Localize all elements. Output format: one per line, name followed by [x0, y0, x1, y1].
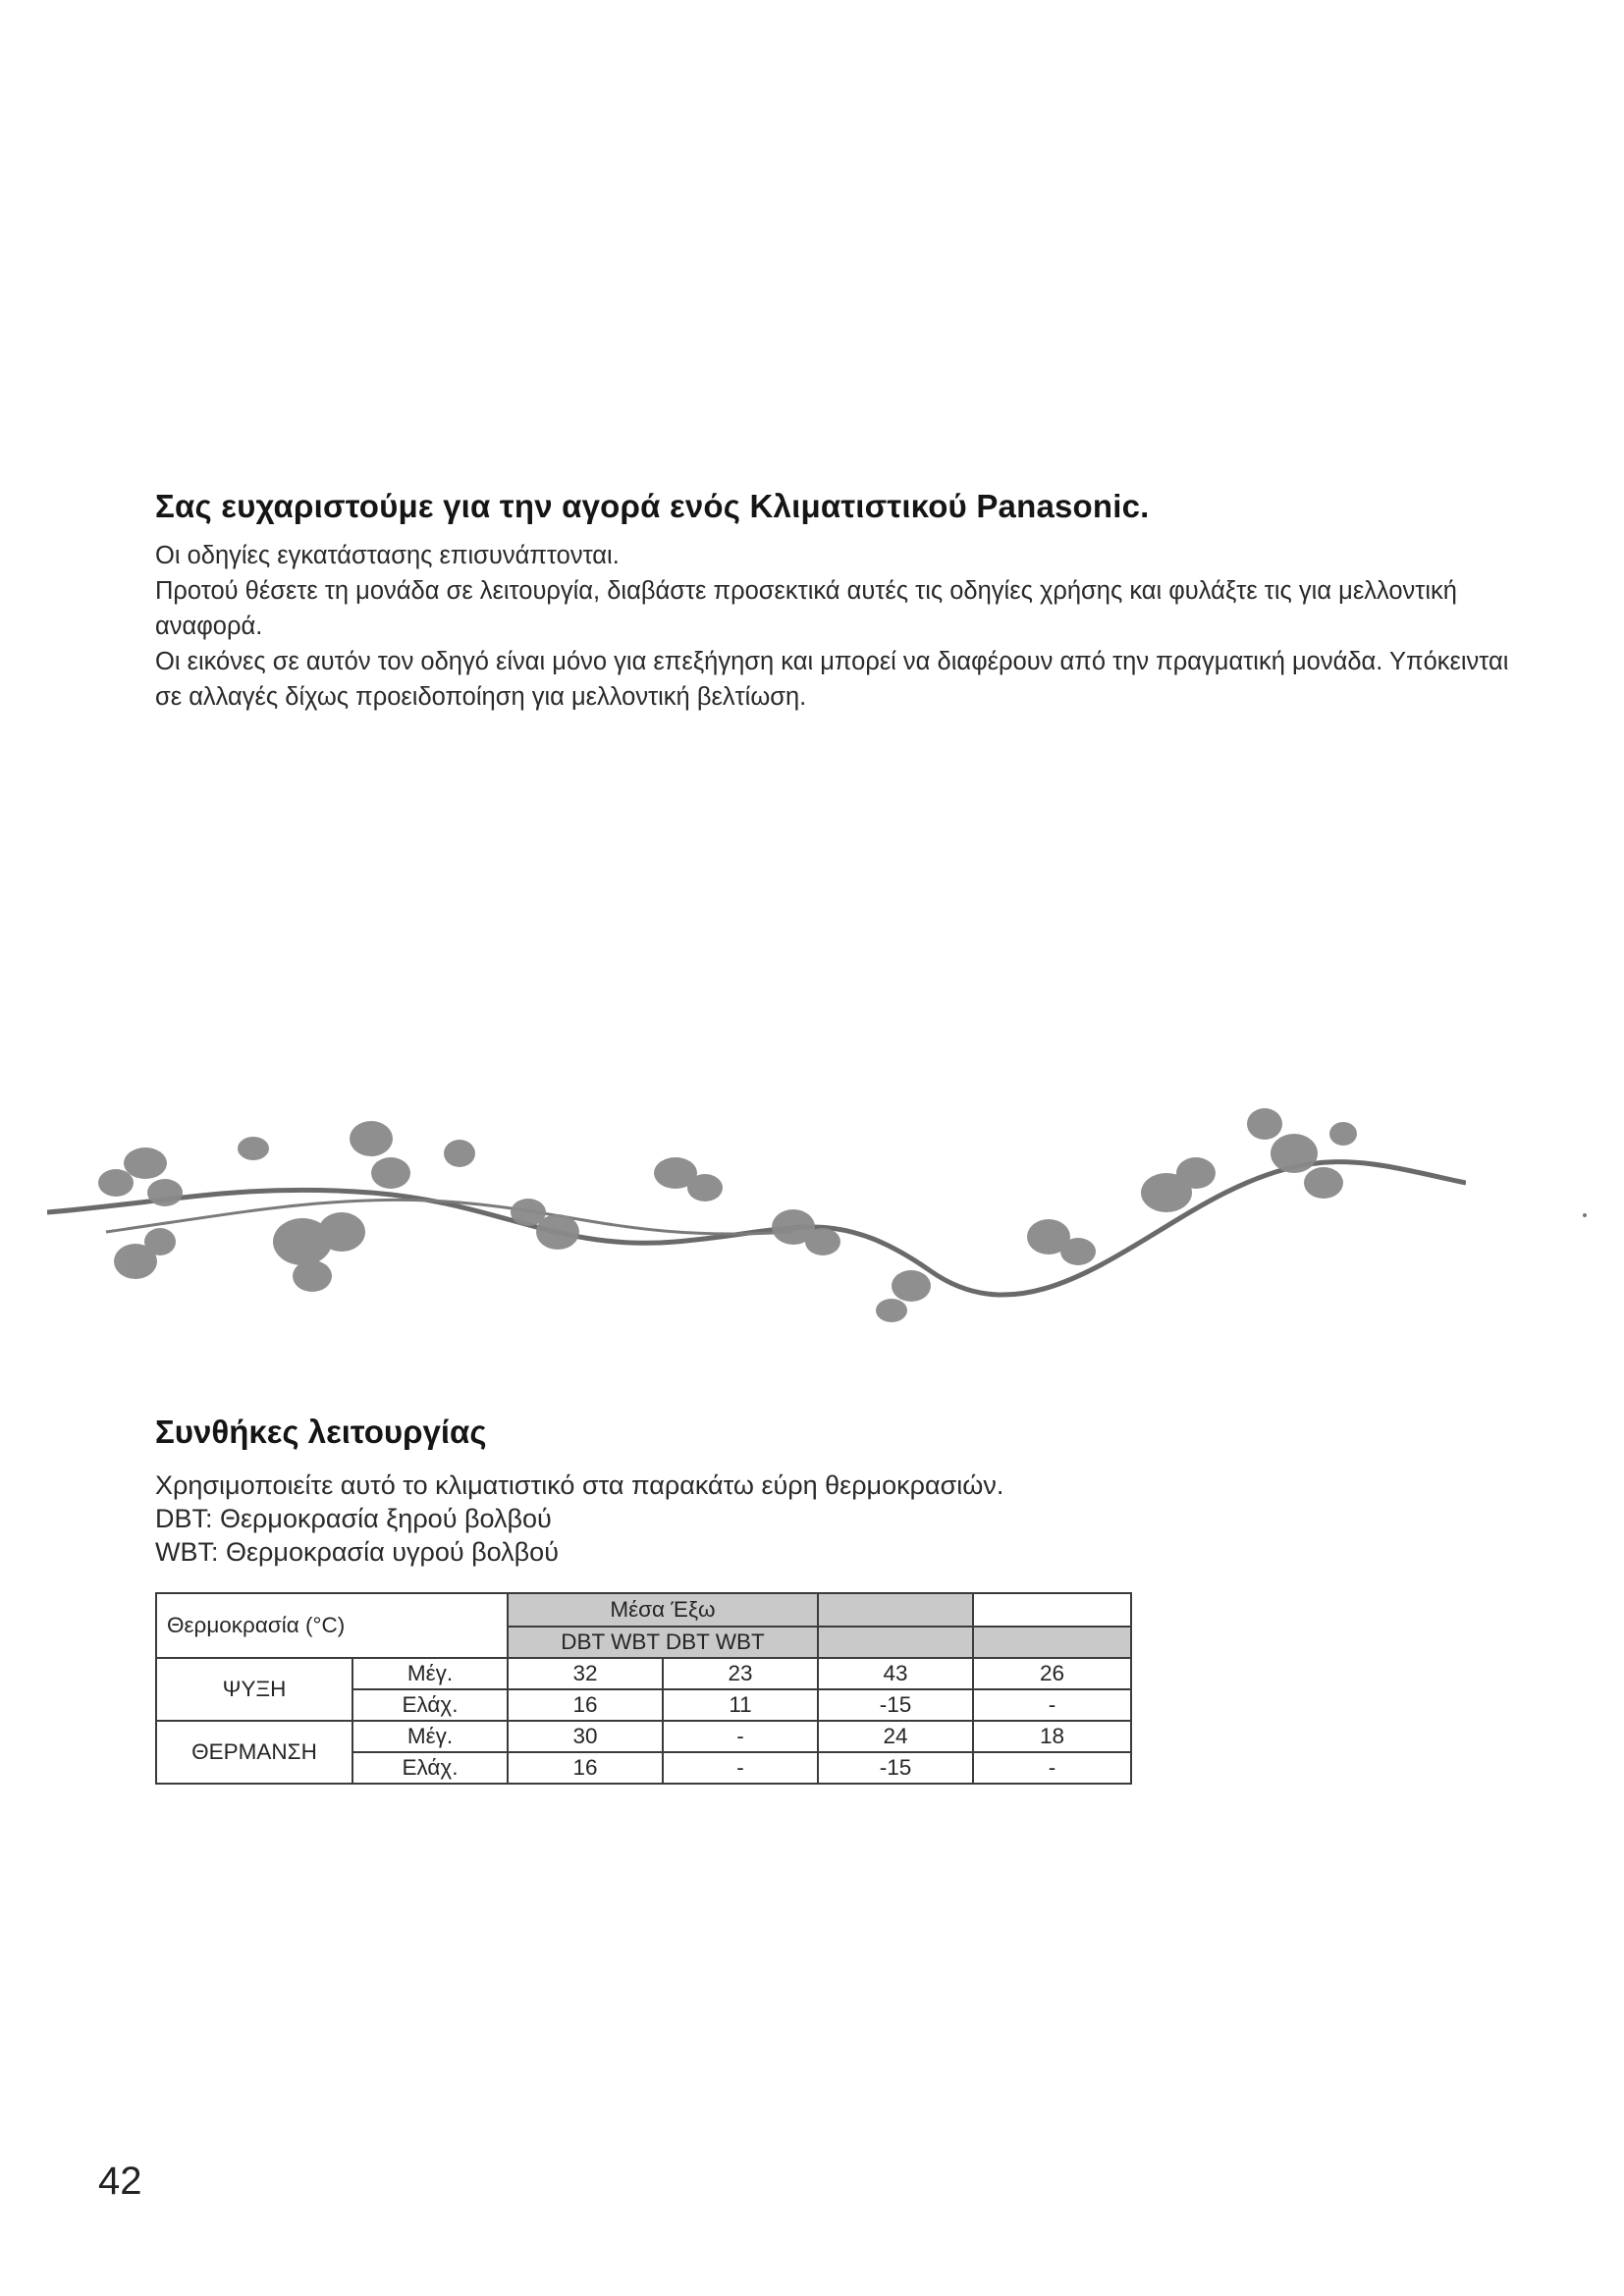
outdoor-dbt: -15	[818, 1689, 973, 1721]
indoor-wbt: 23	[663, 1658, 818, 1689]
conditions-line: Χρησιμοποιείτε αυτό το κλιματιστικό στα παρακάτω εύρη θερμοκρασιών.	[155, 1470, 1004, 1500]
operating-conditions-table	[155, 1592, 1132, 1785]
outdoor-dbt: 43	[818, 1658, 973, 1689]
table-header-cell	[973, 1593, 1131, 1627]
table-row	[156, 1721, 1131, 1752]
indoor-dbt: 30	[508, 1721, 663, 1752]
intro-line: Οι εικόνες σε αυτόν τον οδηγό είναι μόνο για επεξήγηση και μπορεί να διαφέρουν από την πραγματική μονάδα. Υπόκεινται σε αλλαγές δίχως προειδοποίηση για μελλοντική βελτίωση.	[155, 648, 1509, 711]
table-row	[156, 1658, 1131, 1689]
indoor-dbt: 16	[508, 1689, 663, 1721]
vine-leaves-icon	[47, 1095, 1466, 1330]
mode-label: ΨΥΞΗ	[156, 1658, 352, 1721]
outdoor-wbt: -	[973, 1752, 1131, 1784]
outdoor-dbt: -15	[818, 1752, 973, 1784]
page-number: 42	[98, 2160, 142, 2203]
outdoor-dbt: 24	[818, 1721, 973, 1752]
conditions-text	[155, 1468, 1432, 1569]
table-header-cell	[973, 1627, 1131, 1658]
table-group-header: Μέσα Έξω	[508, 1593, 818, 1627]
intro-text	[155, 538, 1510, 715]
intro-title: Σας ευχαριστούμε για την αγορά ενός Κλιματιστικού Panasonic.	[155, 488, 1150, 524]
limit-label: Ελάχ.	[352, 1689, 508, 1721]
intro-line: Προτού θέσετε τη μονάδα σε λειτουργία, διαβάστε προσεκτικά αυτές τις οδηγίες χρήσης και φυλάξτε τις για μελλοντική αναφορά.	[155, 577, 1457, 640]
outdoor-wbt: -	[973, 1689, 1131, 1721]
indoor-dbt: 16	[508, 1752, 663, 1784]
table-header-cell	[818, 1593, 973, 1627]
indoor-dbt: 32	[508, 1658, 663, 1689]
table-sub-header: DBT WBT DBT WBT	[508, 1627, 818, 1658]
mode-label: ΘΕΡΜΑΝΣΗ	[156, 1721, 352, 1784]
conditions-title: Συνθήκες λειτουργίας	[155, 1414, 487, 1450]
limit-label: Ελάχ.	[352, 1752, 508, 1784]
indoor-wbt: -	[663, 1721, 818, 1752]
indoor-wbt: -	[663, 1752, 818, 1784]
table-corner-label: Θερμοκρασία (°C)	[156, 1593, 508, 1658]
conditions-line: DBT: Θερμοκρασία ξηρού βολβού	[155, 1504, 552, 1533]
intro-line: Οι οδηγίες εγκατάστασης επισυνάπτονται.	[155, 542, 620, 569]
indoor-wbt: 11	[663, 1689, 818, 1721]
outdoor-wbt: 18	[973, 1721, 1131, 1752]
limit-label: Μέγ.	[352, 1658, 508, 1689]
outdoor-wbt: 26	[973, 1658, 1131, 1689]
table-header-cell	[818, 1627, 973, 1658]
vine-stem	[47, 1162, 1466, 1295]
stray-dot	[1583, 1213, 1587, 1217]
limit-label: Μέγ.	[352, 1721, 508, 1752]
conditions-line: WBT: Θερμοκρασία υγρού βολβού	[155, 1537, 559, 1567]
